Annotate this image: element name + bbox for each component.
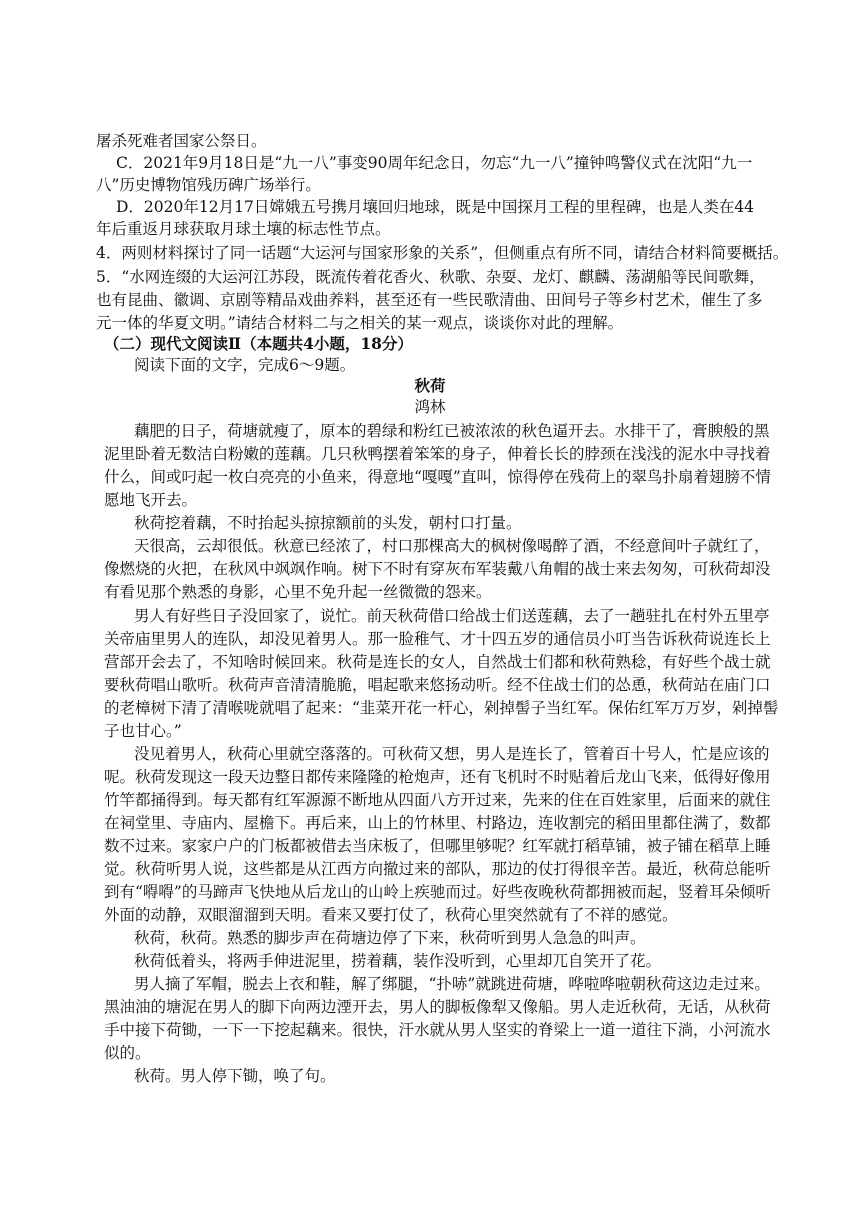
question-5: 5．“水网连缀的大运河江苏段，既流传着花香火、秋歌、杂耍、龙灯、麒麟、荡湖船等民间歌舞， — [96, 268, 765, 286]
paragraph-line: 呢。秋荷发现这一段天边整日都传来隆隆的枪炮声，还有飞机时不时贴着后龙山飞来，低得好像用 — [104, 768, 771, 786]
paragraph-line: 的老樟树下清了清喉咙就唱了起来：“韭菜开花一杆心，剁掉髻子当红军。保佑红军万万岁，剁掉髻 — [104, 699, 779, 717]
text-line: 年后重返月球获取月球土壤的标志性节点。 — [96, 220, 391, 238]
paragraph-line: 秋荷挖着藕，不时抬起头掠掠额前的头发，朝村口打量。 — [134, 514, 522, 532]
paragraph-line: 秋荷，秋荷。熟悉的脚步声在荷塘边停了下来，秋荷听到男人急急的叫声。 — [134, 929, 646, 947]
paragraph-line: 男人有好些日子没回家了，说忙。前天秋荷借口给战士们送莲藕，去了一趟驻扎在村外五里亭 — [134, 607, 770, 625]
paragraph-line: 秋荷低着头，将两手伸进泥里，捞着藕，装作没听到，心里却兀自笑开了花。 — [134, 952, 662, 970]
paragraph-line: 手中接下荷锄，一下一下挖起藕来。很快，汗水就从男人坚实的脊梁上一道一道往下淌，小河流水 — [104, 1021, 771, 1039]
text-line: 元一体的华夏文明。”请结合材料二与之相关的某一观点，谈谈你对此的理解。 — [96, 314, 624, 332]
instruction: 阅读下面的文字，完成6～9题。 — [134, 356, 356, 374]
text-line: 也有昆曲、徽调、京剧等精品戏曲养料，甚至还有一些民歌清曲、田间号子等乡村艺术，催生了多 — [96, 291, 763, 309]
paragraph-line: 秋荷。男人停下锄，唤了句。 — [134, 1067, 336, 1085]
paragraph-line: 关帝庙里男人的连队，却没见着男人。那一脸稚气、才十四五岁的通信员小叮当告诉秋荷说连长上 — [104, 630, 771, 648]
paragraph-line: 有看见那个熟悉的身影，心里不免升起一丝微微的怨来。 — [104, 583, 492, 601]
text-line: 八”历史博物馆残历碑广场举行。 — [96, 176, 321, 194]
paragraph-line: 要秋荷唱山歌听。秋荷声音清清脆脆，唱起歌来悠扬动听。经不住战士们的怂恿，秋荷站在庙门口 — [104, 676, 771, 694]
paragraph-line: 子也甘心。” — [104, 722, 182, 740]
paragraph-line: 什么，间或叼起一枚白亮亮的小鱼来，得意地“嘎嘎”直叫，惊得停在残荷上的翠鸟扑扇着翅膀不情 — [104, 468, 771, 486]
paragraph-line: 男人摘了军帽，脱去上衣和鞋，解了绑腿，“扑哧”就跳进荷塘，哗啦哗啦朝秋荷这边走过来。 — [134, 975, 770, 993]
option-c-line: C．2021年9月18日是“九一八”事变90周年纪念日，勿忘“九一八”撞钟鸣警仪式在沈阳“九一 — [116, 154, 753, 172]
paragraph-line: 外面的动静，双眼溜溜到天明。看来又要打仗了，秋荷心里突然就有了不祥的感觉。 — [104, 906, 678, 924]
paragraph-line: 营部开会去了，不知啥时候回来。秋荷是连长的女人，自然战士们都和秋荷熟稔，有好些个战士就 — [104, 653, 771, 671]
paragraph-line: 愿地飞开去。 — [104, 491, 198, 509]
paragraph-line: 数不过来。家家户户的门板都被借去当床板了，但哪里够呢？红军就打稻草铺，被子铺在稻草上睡 — [104, 837, 771, 855]
paragraph-line: 像燃烧的火把，在秋风中飒飒作响。树下不时有穿灰布军装戴八角帽的战士来去匆匆，可秋荷却没 — [104, 560, 771, 578]
paragraph-line: 到有“嘚嘚”的马蹄声飞快地从后龙山的山岭上疾驰而过。好些夜晚秋荷都拥被而起，竖着耳朵倾听 — [104, 883, 771, 901]
paragraph-line: 没见着男人，秋荷心里就空落落的。可秋荷又想，男人是连长了，管着百十号人，忙是应该的 — [134, 745, 770, 763]
paragraph-line: 在祠堂里、寺庙内、屋檐下。再后来，山上的竹林里、村路边，连收割完的稻田里都住满了，数都 — [104, 814, 771, 832]
paragraph-line: 藕肥的日子，荷塘就瘦了，原本的碧绿和粉红已被浓浓的秋色逼开去。水排干了，膏腴般的黑 — [134, 422, 770, 440]
article-author: 鸿林 — [414, 398, 446, 416]
option-d-line: D．2020年12月17日嫦娥五号携月壤回归地球，既是中国探月工程的里程碑，也是人类在44 — [116, 198, 755, 216]
paragraph-line: 似的。 — [104, 1044, 151, 1062]
paragraph-line: 泥里卧着无数洁白粉嫩的莲藕。几只秋鸭摆着笨笨的身子，伸着长长的脖颈在浅浅的泥水中寻找着 — [104, 445, 771, 463]
paragraph-line: 黑油油的塘泥在男人的脚下向两边湮开去，男人的脚板像犁又像船。男人走近秋荷，无话，从秋荷 — [104, 998, 771, 1016]
section-heading: （二）现代文阅读Ⅱ（本题共4小题，18分） — [104, 334, 413, 353]
paragraph-line: 竹竿都捅得到。每天都有红军源源不断地从四面八方开过来，先来的住在百姓家里，后面来的就住 — [104, 791, 771, 809]
question-4: 4．两则材料探讨了同一话题“大运河与国家形象的关系”，但侧重点有所不同，请结合材料简要概括。 — [96, 244, 789, 262]
text-line: 屠杀死难者国家公祭日。 — [96, 132, 267, 150]
paragraph-line: 天很高，云却很低。秋意已经浓了，村口那棵高大的枫树像喝醉了酒，不经意间叶子就红了， — [134, 537, 770, 555]
paragraph-line: 觉。秋荷听男人说，这些都是从江西方向撤过来的部队，那边的仗打得很辛苦。最近，秋荷总能听 — [104, 860, 771, 878]
article-title: 秋荷 — [414, 376, 446, 395]
